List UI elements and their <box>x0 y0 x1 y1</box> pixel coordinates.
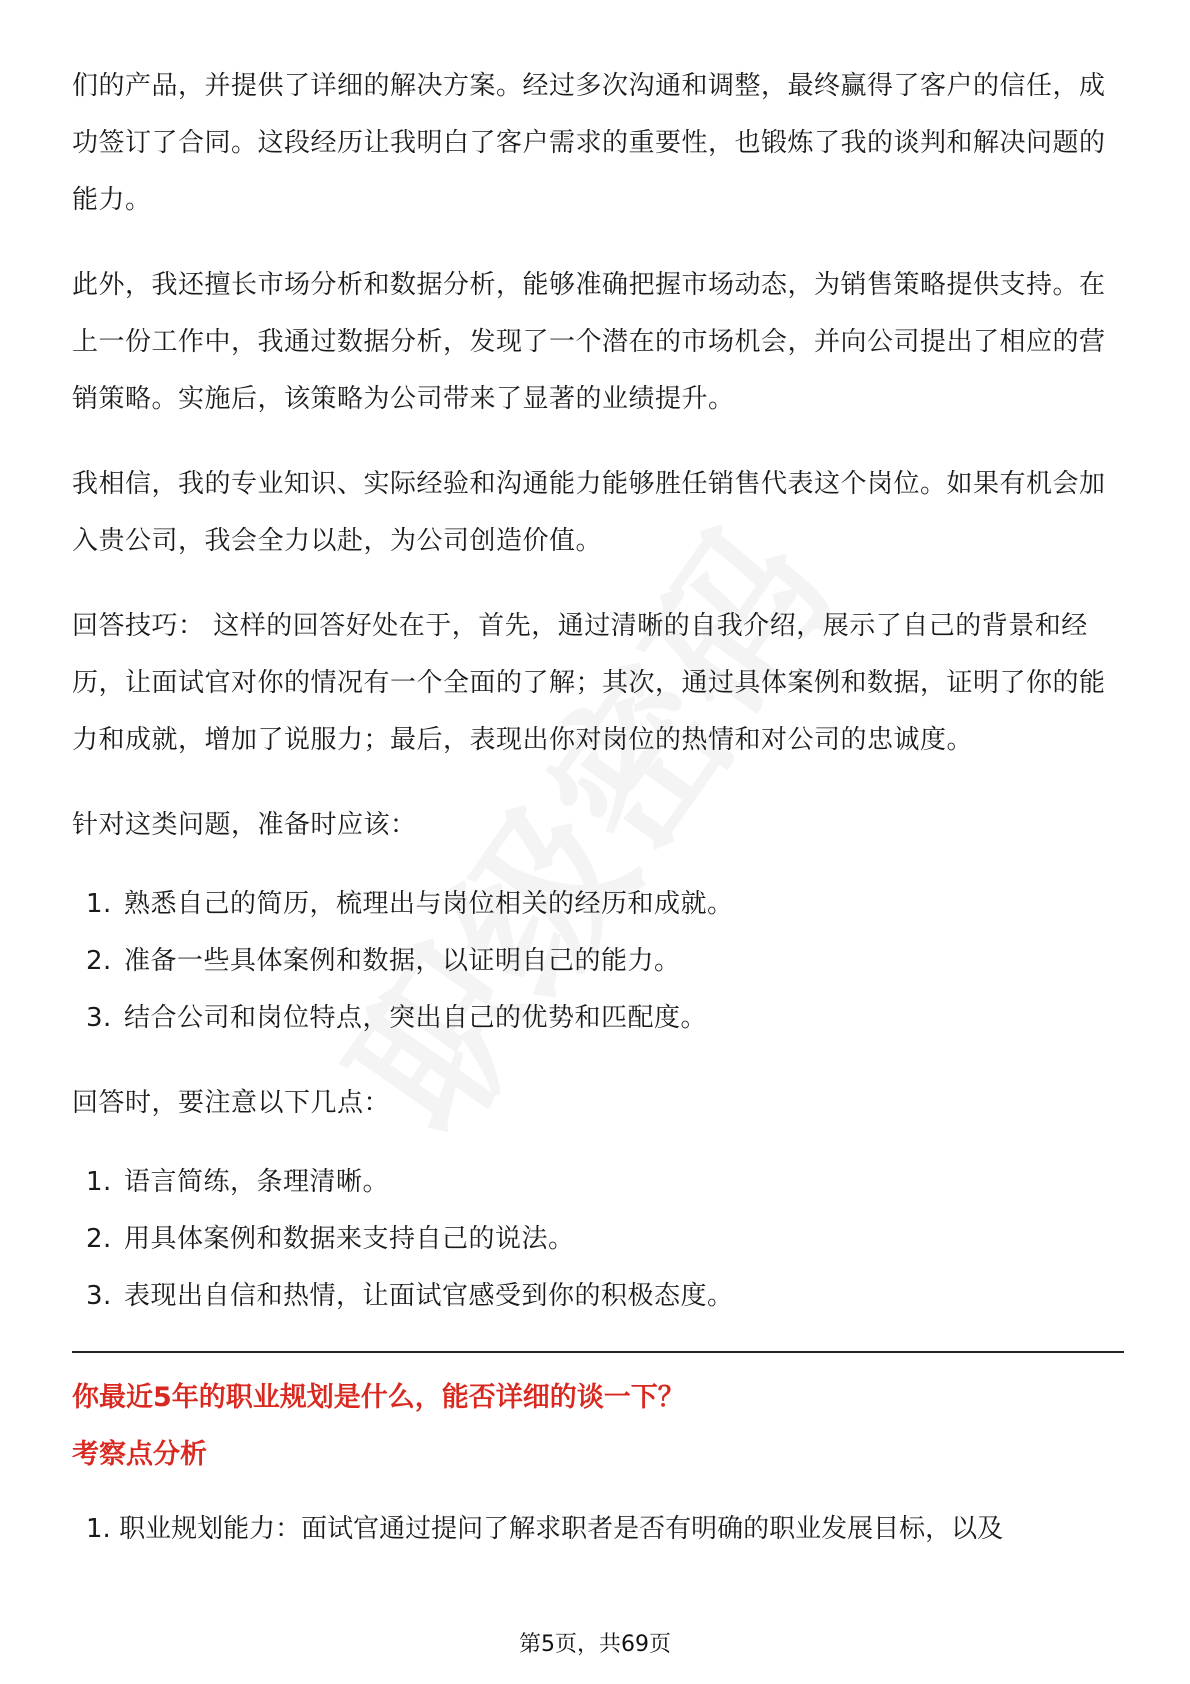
prep-intro: 针对这类问题，准备时应该： <box>72 810 417 840</box>
list-item <box>86 1211 1124 1268</box>
section-divider <box>72 1351 1124 1353</box>
list-text: 结合公司和岗位特点，突出自己的优势和匹配度。 <box>124 1003 708 1033</box>
list-text: 表现出自信和热情，让面试官感受到你的积极态度。 <box>124 1281 734 1311</box>
list-item <box>86 990 1124 1047</box>
paragraph-answer-tips: 回答技巧： 这样的回答好处在于，首先，通过清晰的自我介绍，展示了自己的背景和经历，让面试官对你的情况有一个全面的了解；其次，通过具体案例和数据，证明了你的能力和成就，增加了说服力；最后，表现出你对岗位的热情和对公司的忠诚度。 <box>72 611 1106 755</box>
document-page <box>72 58 1124 1544</box>
list-text: 语言简练，条理清晰。 <box>124 1167 390 1197</box>
list-item <box>86 876 1124 933</box>
page-number-footer: 第5页，共69页 <box>519 1632 671 1657</box>
list-item <box>86 1268 1124 1325</box>
list-number: 1. <box>86 889 112 919</box>
prep-list <box>72 876 1124 1047</box>
list-number: 3. <box>86 1003 112 1033</box>
list-number: 3. <box>86 1281 112 1311</box>
list-text: 用具体案例和数据来支持自己的说法。 <box>124 1224 575 1254</box>
truncated-list-item: 1. 职业规划能力：面试官通过提问了解求职者是否有明确的职业发展目标，以及 <box>86 1514 1004 1544</box>
list-number: 2. <box>86 946 112 976</box>
question-title: 你最近5年的职业规划是什么，能否详细的谈一下？ <box>72 1382 685 1413</box>
paragraph-1: 们的产品，并提供了详细的解决方案。经过多次沟通和调整，最终赢得了客户的信任，成功签订了合同。这段经历让我明白了客户需求的重要性，也锻炼了我的谈判和解决问题的能力。 <box>72 71 1106 215</box>
analysis-heading: 考察点分析 <box>72 1439 207 1470</box>
list-text: 准备一些具体案例和数据，以证明自己的能力。 <box>124 946 681 976</box>
list-number: 1. <box>86 1167 112 1197</box>
list-item <box>86 933 1124 990</box>
list-item <box>86 1154 1124 1211</box>
list-text: 熟悉自己的简历，梳理出与岗位相关的经历和成就。 <box>124 889 734 919</box>
paragraph-2: 此外，我还擅长市场分析和数据分析，能够准确把握市场动态，为销售策略提供支持。在上一份工作中，我通过数据分析，发现了一个潜在的市场机会，并向公司提出了相应的营销策略。实施后，该策略为公司带来了显著的业绩提升。 <box>72 270 1106 414</box>
list-number: 2. <box>86 1224 112 1254</box>
tips-intro: 回答时，要注意以下几点： <box>72 1088 391 1118</box>
paragraph-3: 我相信，我的专业知识、实际经验和沟通能力能够胜任销售代表这个岗位。如果有机会加入贵公司，我会全力以赴，为公司创造价值。 <box>72 469 1106 556</box>
tips-list <box>72 1154 1124 1325</box>
